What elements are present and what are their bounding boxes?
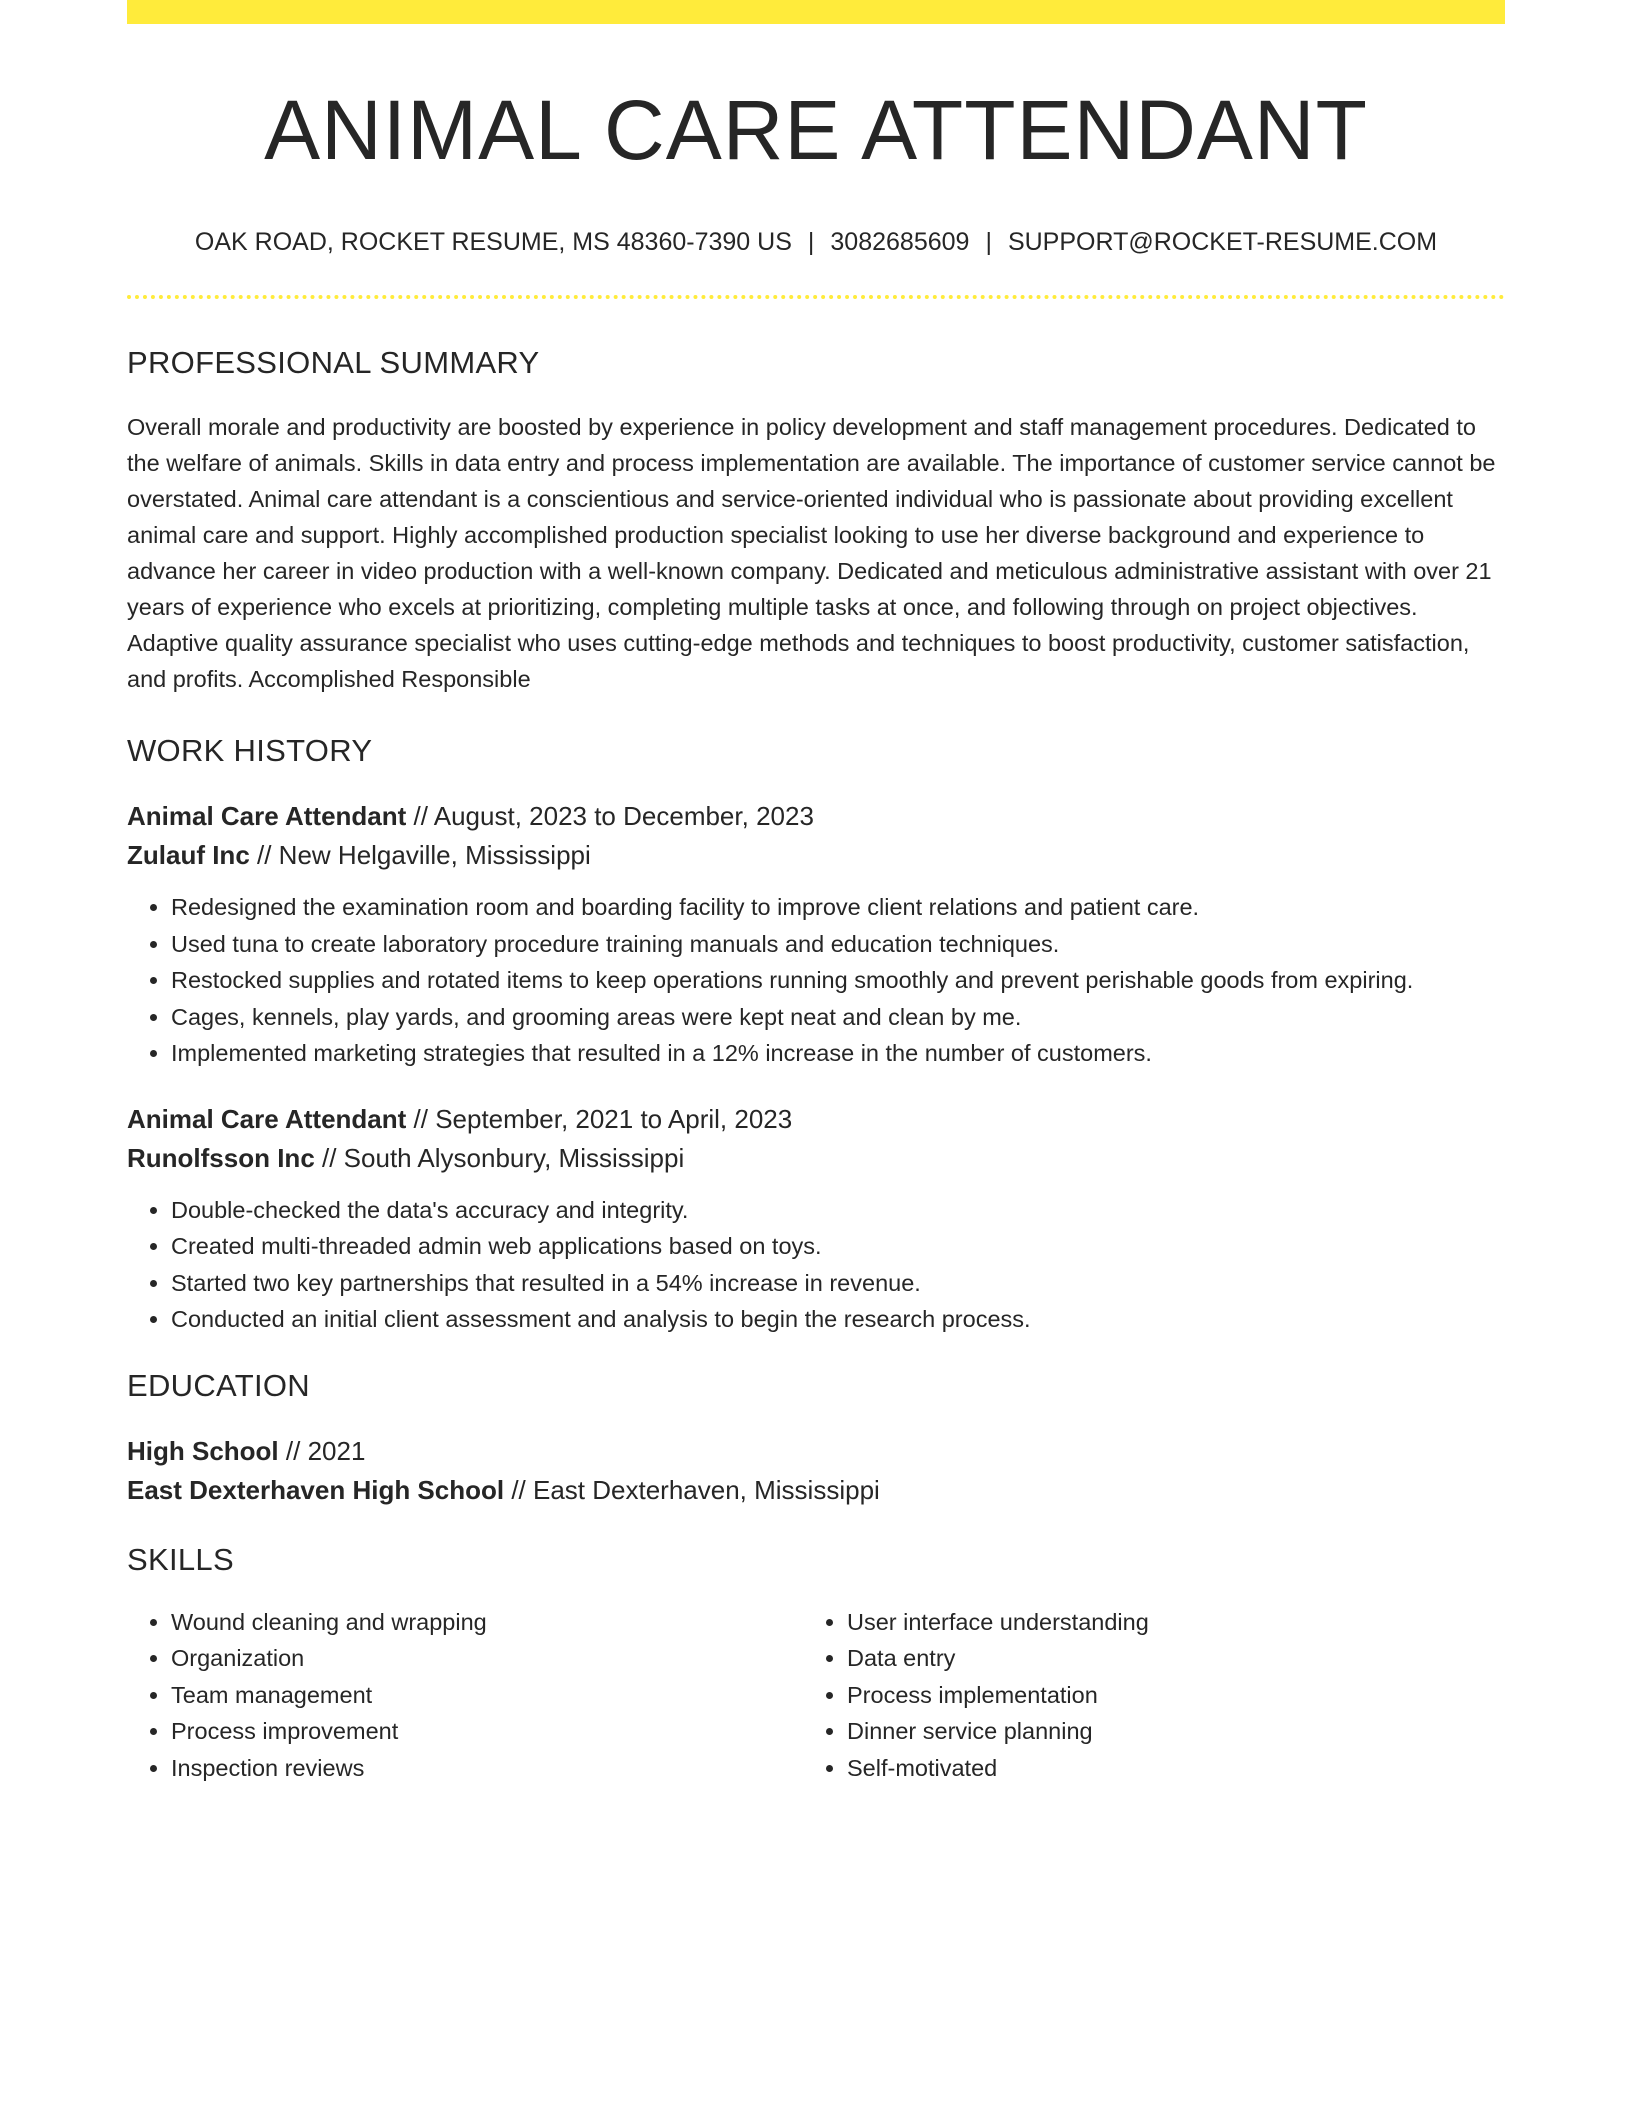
contact-email[interactable]: SUPPORT@ROCKET-RESUME.COM (1007, 228, 1438, 257)
list-item: • Organization (171, 1640, 803, 1677)
job-title-line (127, 1100, 1505, 1139)
list-item: • Started two key partnerships that resulted in a 54% increase in revenue. (171, 1265, 1505, 1302)
job-dates: // August, 2023 to December, 2023 (406, 801, 814, 832)
contact-separator: | (807, 228, 815, 257)
work-history-heading: WORK HISTORY (127, 733, 373, 769)
list-item: • Used tuna to create laboratory procedure training manuals and education techniques. (171, 926, 1505, 963)
job-bullets (127, 889, 1505, 1072)
education-heading: EDUCATION (127, 1367, 310, 1403)
list-item: • Double-checked the data's accuracy and integrity. (171, 1192, 1505, 1229)
skills-right-list (803, 1604, 1479, 1787)
job-location: // South Alysonbury, Mississippi (314, 1142, 685, 1173)
job-dates: // September, 2021 to April, 2023 (406, 1103, 793, 1134)
job-company: Runolfsson Inc (127, 1142, 315, 1173)
contact-phone[interactable]: 3082685609 (830, 228, 970, 257)
job-role: Animal Care Attendant (127, 801, 407, 832)
list-item: • User interface understanding (847, 1604, 1479, 1641)
contact-address: OAK ROAD, ROCKET RESUME, MS 48360-7390 US (194, 228, 792, 257)
education-school: East Dexterhaven High School (127, 1474, 505, 1505)
candidate-name: ANIMAL CARE ATTENDANT (264, 83, 1368, 177)
job-entry (127, 1100, 1505, 1338)
list-item: • Dinner service planning (847, 1713, 1479, 1750)
job-title-line (127, 797, 1505, 836)
job-bullets (127, 1192, 1505, 1338)
list-item: • Conducted an initial client assessment and analysis to begin the research process. (171, 1301, 1505, 1338)
list-item: • Data entry (847, 1640, 1479, 1677)
list-item: • Inspection reviews (171, 1750, 803, 1787)
list-item: • Self-motivated (847, 1750, 1479, 1787)
job-company-line (127, 836, 1505, 875)
education-location: // East Dexterhaven, Mississippi (504, 1474, 880, 1505)
list-item: • Cages, kennels, play yards, and grooming areas were kept neat and clean by me. (171, 999, 1505, 1036)
contact-line (127, 228, 1505, 257)
job-location: // New Helgaville, Mississippi (249, 840, 591, 871)
summary-heading: PROFESSIONAL SUMMARY (127, 345, 540, 381)
skills-left-list (127, 1604, 803, 1787)
accent-top-bar (127, 0, 1505, 24)
list-item: • Implemented marketing strategies that resulted in a 12% increase in the number of customers. (171, 1035, 1505, 1072)
job-company: Zulauf Inc (127, 840, 250, 871)
list-item: • Process implementation (847, 1677, 1479, 1714)
skills-columns (127, 1604, 1505, 1787)
job-entry (127, 797, 1505, 1072)
list-item: • Created multi-threaded admin web applications based on toys. (171, 1228, 1505, 1265)
list-item: • Restocked supplies and rotated items to keep operations running smoothly and prevent perishable goods from expiring. (171, 962, 1505, 999)
list-item: • Redesigned the examination room and boarding facility to improve client relations and patient care. (171, 889, 1505, 926)
job-company-line (127, 1139, 1505, 1178)
dotted-divider (127, 295, 1505, 299)
resume-page (127, 0, 1505, 1786)
education-year: // 2021 (278, 1435, 366, 1466)
list-item: • Wound cleaning and wrapping (171, 1604, 803, 1641)
list-item: • Team management (171, 1677, 803, 1714)
education-degree-line (127, 1432, 1505, 1471)
job-role: Animal Care Attendant (127, 1103, 407, 1134)
list-item: • Process improvement (171, 1713, 803, 1750)
education-school-line (127, 1471, 1505, 1510)
contact-separator: | (985, 228, 992, 257)
summary-text: Overall morale and productivity are boosted by experience in policy development and staff management procedures. Dedicated to the welfare of animals. Skills in data entry and process implementation are available. The importance of customer service cannot be overstated. Animal care attendant is a conscientious and service-oriented individual who is passionate about providing excellent animal care and support. Highly accomplished production specialist looking to use her diverse background and experience to advance her career in video production with a well-known company. Dedicated and meticulous administrative assistant with over 21 years of experience who excels at prioritizing, completing multiple tasks at once, and following through on project objectives. Adaptive quality assurance specialist who uses cutting-edge methods and techniques to boost productivity, customer satisfaction, and profits. Accomplished Responsible (127, 414, 1496, 693)
skills-heading: SKILLS (127, 1541, 234, 1577)
education-degree: High School (127, 1435, 279, 1466)
